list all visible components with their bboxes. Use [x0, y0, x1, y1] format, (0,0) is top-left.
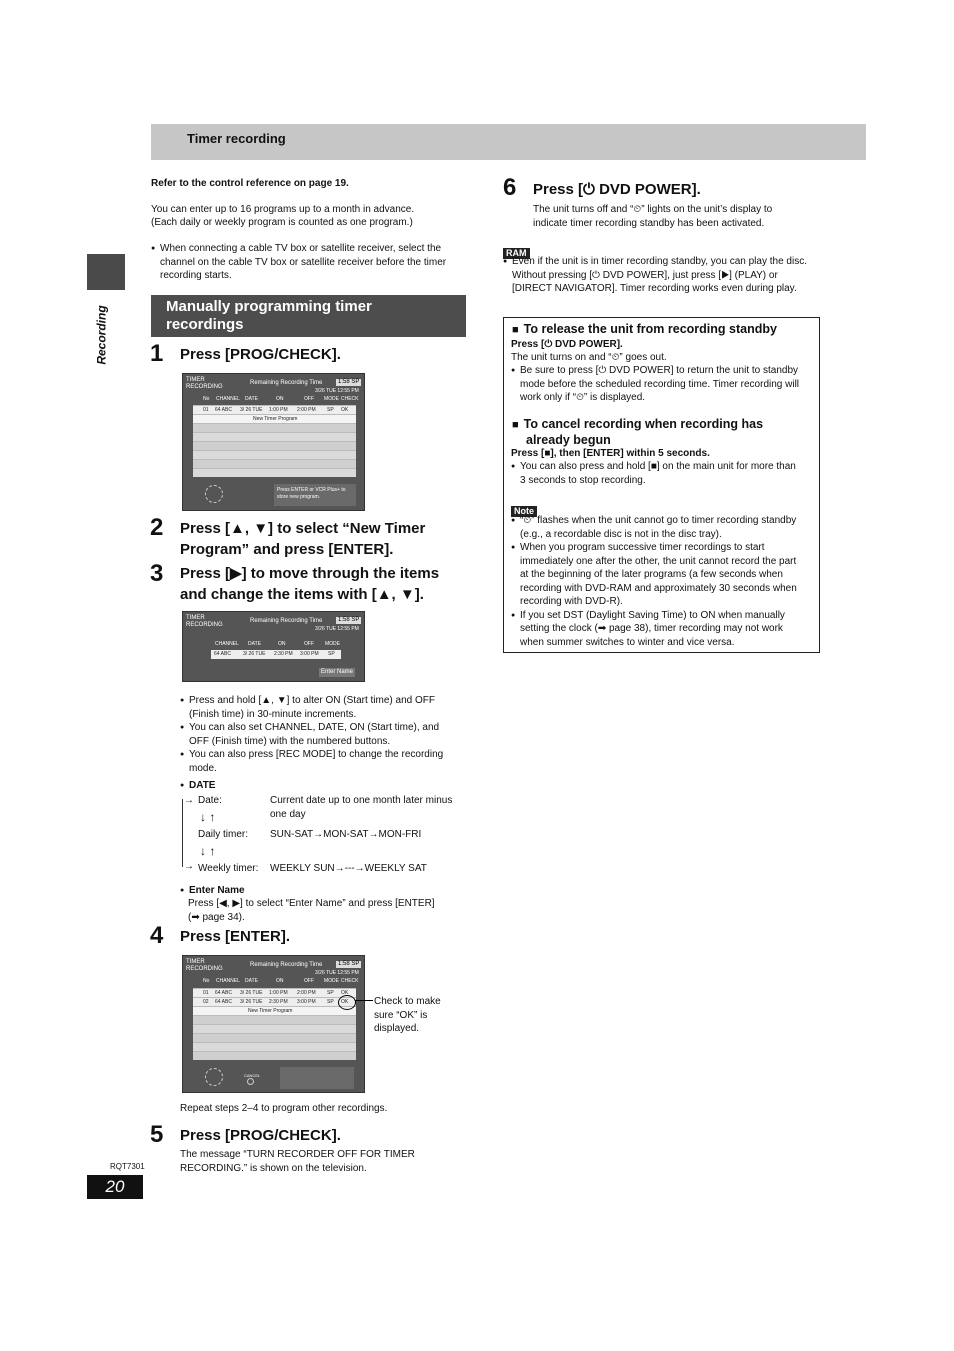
ram-tag: RAM — [503, 243, 530, 261]
empty-row — [193, 423, 356, 432]
step6-text: Press [⏻ DVD POWER]. — [533, 181, 701, 198]
screen1-remaining-value: 1:58 SP — [338, 379, 360, 385]
release-heading: ■ To release the unit from recording standby — [512, 322, 777, 338]
repeat-text: Repeat steps 2–4 to program other recordings. — [180, 1103, 388, 1114]
intro-bullet: ● When connecting a cable TV box or satellite receiver, select the channel on the cable TV box or satellite receiver before the timer recording starts. — [151, 242, 466, 283]
date-cycle-bracket — [182, 799, 191, 867]
screen-timer-list-confirm — [182, 955, 365, 1093]
page-number: 20 — [87, 1175, 143, 1199]
screen1-hint: Press ENTER or VCR Plus+ to store new program. — [277, 487, 346, 500]
intro-ref: Refer to the control reference on page 19. — [151, 178, 349, 189]
table-row[interactable]: 01 64 ABC 3/ 26 TUE 1:00 PM 2:00 PM SP OK — [193, 988, 356, 997]
empty-row — [193, 1024, 356, 1033]
ram-note: ● Even if the unit is in timer recording standby, you can play the disc. Without pressing [⏻ DVD POWER], just press [▶] (PLAY) or [DIRECT NAVIGATOR]. Timer recording works even during play. — [503, 255, 823, 296]
note-tag: Note — [511, 501, 537, 519]
step2-text: Press [▲, ▼] to select “New Timer Program” and press [ENTER]. — [180, 520, 426, 558]
remote-dpad-icon — [205, 1068, 223, 1086]
cancel-heading: ■ To cancel recording when recording has already begun — [512, 417, 826, 448]
weekly-key: Weekly timer: — [198, 863, 259, 874]
release-line: The unit turns on and “⏲” goes out. — [511, 352, 667, 363]
empty-row — [193, 459, 356, 468]
daily-value: SUN-SAT→MON-SAT→MON-FRI — [270, 829, 422, 840]
screen1-datetime: 3/26 TUE 12:55 PM — [315, 388, 359, 394]
screen2-title: TIMER RECORDING — [186, 615, 223, 628]
cancel-bullet: ● You can also press and hold [■] on the main unit for more than 3 seconds to stop recording. — [511, 460, 816, 487]
date-key: Date: — [198, 795, 222, 806]
release-press: Press [⏻ DVD POWER]. — [511, 339, 623, 350]
date-label: ● DATE — [180, 779, 215, 793]
screen2-remaining: Remaining Recording Time — [250, 618, 323, 624]
screen2-headers: CHANNEL DATE ON OFF MODE — [215, 641, 340, 647]
empty-row — [193, 1015, 356, 1024]
doc-code: RQT7301 — [110, 1162, 145, 1171]
side-label: Recording — [94, 305, 109, 365]
empty-row — [193, 450, 356, 459]
step3-bullets: ● Press and hold [▲, ▼] to alter ON (Start time) and OFF (Finish time) in 30-minute increments. ● You can also set CHANNEL, DATE, ON (Start time), and OFF (Finish time) with the numbered buttons. ● You can also press [REC MODE] to change the recording mode. — [180, 694, 470, 775]
date-value: Current date up to one month later minus one day — [270, 795, 453, 820]
step5-desc: The message “TURN RECORDER OFF FOR TIMER RECORDING.” is shown on the television. — [180, 1149, 415, 1174]
screen3-datetime: 3/26 TUE 12:55 PM — [315, 970, 359, 976]
intro-line2: (Each daily or weekly program is counted as one program.) — [151, 217, 413, 228]
enter-name-button[interactable]: Enter Name — [321, 669, 354, 675]
info-box — [503, 317, 820, 653]
section-title-bar: Manually programming timer recordings — [151, 295, 466, 337]
cancel-button-icon — [247, 1078, 254, 1085]
new-timer-program-row[interactable]: New Timer Program — [193, 414, 356, 423]
daily-key: Daily timer: — [198, 829, 249, 840]
date-arrows-2: ↓ ↑ — [200, 844, 216, 858]
empty-row — [193, 1051, 356, 1060]
ok-highlight-circle — [338, 995, 356, 1010]
empty-row — [193, 1033, 356, 1042]
step5-number: 5 — [150, 1121, 164, 1148]
step3-number: 3 — [150, 560, 164, 587]
cancel-label: CANCEL — [244, 1073, 261, 1078]
screen1-headers: No CHANNEL DATE ON OFF MODE CHECK — [203, 396, 359, 402]
step1-number: 1 — [150, 340, 164, 367]
weekly-value: WEEKLY SUN→---→WEEKLY SAT — [270, 863, 427, 874]
step4-text: Press [ENTER]. — [180, 928, 291, 945]
intro-line1: You can enter up to 16 programs up to a month in advance. — [151, 204, 415, 215]
screen3-remaining: Remaining Recording Time — [250, 962, 323, 968]
step6-number: 6 — [503, 174, 517, 201]
callout-text: Check to make sure “OK” is displayed. — [374, 996, 441, 1034]
date-cycle-arrow-top: → — [184, 795, 194, 806]
step2-number: 2 — [150, 514, 164, 541]
screen-timer-list — [182, 373, 365, 511]
empty-row — [193, 1042, 356, 1051]
callout-line — [355, 1000, 373, 1001]
screen3-headers: No CHANNEL DATE ON OFF MODE CHECK — [203, 978, 359, 984]
screen1-remaining: Remaining Recording Time — [250, 380, 323, 386]
empty-row — [193, 441, 356, 450]
empty-row — [193, 432, 356, 441]
release-bullet: ● Be sure to press [⏻ DVD POWER] to return the unit to standby mode before the scheduled recording time. Timer recording will work only if “⏲” is displayed. — [511, 364, 816, 405]
enter-name-label: ● Enter Name — [180, 884, 245, 898]
step3-text: Press [▶] to move through the items and change the items with [▲, ▼]. — [180, 565, 440, 603]
step6-desc: The unit turns off and “⏲” lights on the unit’s display to indicate timer recording standby has been activated. — [533, 204, 773, 229]
screen2-datetime: 3/26 TUE 12:55 PM — [315, 626, 359, 632]
side-tab-block — [87, 254, 125, 290]
header-title: Timer recording — [187, 131, 286, 146]
note-bullets: ● “⏲” flashes when the unit cannot go to timer recording standby (e.g., a recordable disc is not in the disc tray). ● When you program successive timer recordings to start immediately one after the other, the unit cannot record the part at the beginning of the later programs (a few seconds when recording with DVD-RAM and approximately 30 seconds when recording with DVD-R). ● If you set DST (Daylight Saving Time) to ON when manually setting the clock (➡ page 38), timer recording may not work when summer switches to winter and vice versa. — [511, 514, 819, 649]
step5-text: Press [PROG/CHECK]. — [180, 1127, 341, 1144]
screen2-edit-row[interactable]: 64 ABC 3/ 26 TUE 2:30 PM 3:00 PM SP — [211, 650, 341, 659]
screen2-remaining-value: 1:58 SP — [338, 617, 360, 623]
empty-row — [193, 468, 356, 477]
enter-name-text: Press [◀, ▶] to select “Enter Name” and press [ENTER] (➡ page 34). — [188, 898, 435, 923]
date-cycle-arrow-bottom: → — [184, 861, 194, 872]
screen-new-program — [182, 611, 365, 682]
screen3-title: TIMER RECORDING — [186, 959, 223, 972]
screen3-hint-box — [280, 1067, 354, 1089]
date-arrows-1: ↓ ↑ — [200, 810, 216, 824]
screen3-remaining-value: 1:58 SP — [338, 961, 360, 967]
remote-dpad-icon — [205, 485, 223, 503]
table-row[interactable]: 01 64 ABC 3/ 26 TUE 1:00 PM 2:00 PM SP OK — [193, 405, 356, 414]
step4-number: 4 — [150, 922, 164, 949]
screen1-title: TIMER RECORDING — [186, 377, 223, 390]
table-row[interactable]: 02 64 ABC 3/ 26 TUE 2:30 PM 3:00 PM SP OK — [193, 997, 356, 1006]
cancel-press: Press [■], then [ENTER] within 5 seconds. — [511, 448, 710, 459]
step1-text: Press [PROG/CHECK]. — [180, 346, 341, 363]
new-timer-program-row[interactable]: New Timer Program — [193, 1006, 356, 1015]
